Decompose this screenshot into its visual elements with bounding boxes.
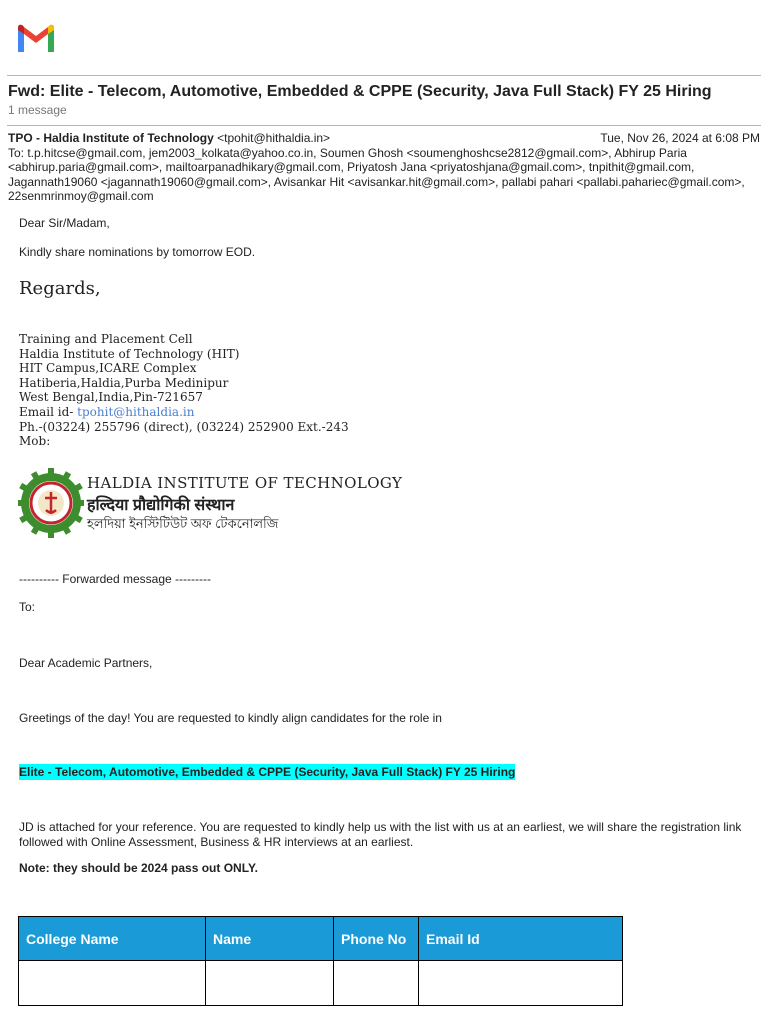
forwarded-greeting: Dear Academic Partners, bbox=[19, 656, 153, 670]
role-title bbox=[19, 765, 515, 779]
gmail-logo-icon bbox=[15, 21, 57, 53]
signature bbox=[19, 332, 349, 449]
signature-line: Hatiberia,Haldia,Purba Medinipur bbox=[19, 375, 229, 390]
institute-name-bengali: হলদিয়া ইনস্টিটিউট অফ টেকনোলজি bbox=[87, 516, 279, 531]
institute-name: HALDIA INSTITUTE OF TECHNOLOGY bbox=[87, 474, 403, 492]
regards: Regards, bbox=[19, 278, 101, 299]
table-header-row bbox=[19, 917, 623, 961]
divider bbox=[7, 75, 761, 76]
email-date: Tue, Nov 26, 2024 at 6:08 PM bbox=[600, 131, 760, 145]
note: Note: they should be 2024 pass out ONLY. bbox=[19, 861, 258, 875]
sender-email: <tpohit@hithaldia.in> bbox=[217, 131, 331, 145]
signature-line: West Bengal,India,Pin-721657 bbox=[19, 390, 203, 405]
forwarded-to: To: bbox=[19, 600, 36, 614]
signature-line: HIT Campus,ICARE Complex bbox=[19, 361, 197, 376]
gear-emblem-icon bbox=[18, 465, 84, 545]
body-line: Kindly share nominations by tomorrow EOD. bbox=[19, 245, 256, 259]
sender[interactable] bbox=[8, 131, 330, 145]
email-label: Email id- bbox=[19, 404, 78, 419]
column-header: Phone No bbox=[334, 917, 419, 961]
institute-name-hindi: हल्दिया प्रौद्योगिकी संस्थान bbox=[87, 497, 235, 514]
forwarded-body: JD is attached for your reference. You are requested to kindly help us with the list with us at an earliest, we will share the registration link followed with Online Assessment, Business & HR interviews at an earliest. bbox=[19, 820, 742, 849]
nominations-table bbox=[18, 916, 623, 1006]
table-cell bbox=[19, 961, 206, 1006]
divider bbox=[7, 125, 761, 126]
column-header: Email Id bbox=[419, 917, 623, 961]
signature-mob: Mob: bbox=[19, 434, 51, 449]
table-row bbox=[19, 961, 623, 1006]
table-cell bbox=[206, 961, 334, 1006]
greeting: Dear Sir/Madam, bbox=[19, 216, 110, 230]
signature-phone: Ph.-(03224) 255796 (direct), (03224) 252900 Ext.-243 bbox=[19, 419, 349, 434]
column-header: College Name bbox=[19, 917, 206, 961]
column-header: Name bbox=[206, 917, 334, 961]
signature-line: Haldia Institute of Technology (HIT) bbox=[19, 346, 240, 361]
email-subject: Fwd: Elite - Telecom, Automotive, Embedded & CPPE (Security, Java Full Stack) FY 25 Hiring bbox=[8, 83, 712, 100]
forwarded-separator: ---------- Forwarded message --------- bbox=[19, 572, 211, 586]
table-cell bbox=[419, 961, 623, 1006]
table-cell bbox=[334, 961, 419, 1006]
recipients: To: t.p.hitcse@gmail.com, jem2003_kolkata@yahoo.co.in, Soumen Ghosh <soumenghoshcse2812@gmail.com>, Abhirup Paria <abhirup.paria@gmail.com>, mailtoarpanadhikary@gmail.com, Priyatosh Jana <priyatoshjana@gmail.com>, tnpithit@gmail.com, Jagannath19060 <jagannath19060@gmail.com>, Avisankar Hit <avisankar.hit@gmail.com>, pallabi pahari <pallabi.paharie​c@gmail.com>, 22senmrinmoy@gmail.com bbox=[8, 146, 745, 204]
signature-email bbox=[19, 405, 349, 420]
email-link[interactable]: tpohit@hithaldia.in bbox=[77, 404, 195, 419]
forwarded-line: Greetings of the day! You are requested to kindly align candidates for the role in bbox=[19, 711, 442, 725]
sender-name: TPO - Haldia Institute of Technology bbox=[8, 131, 214, 145]
message-count: 1 message bbox=[8, 103, 67, 117]
role-highlight: Elite - Telecom, Automotive, Embedded & CPPE (Security, Java Full Stack) FY 25 Hiring bbox=[19, 765, 516, 779]
signature-line: Training and Placement Cell bbox=[19, 332, 193, 346]
